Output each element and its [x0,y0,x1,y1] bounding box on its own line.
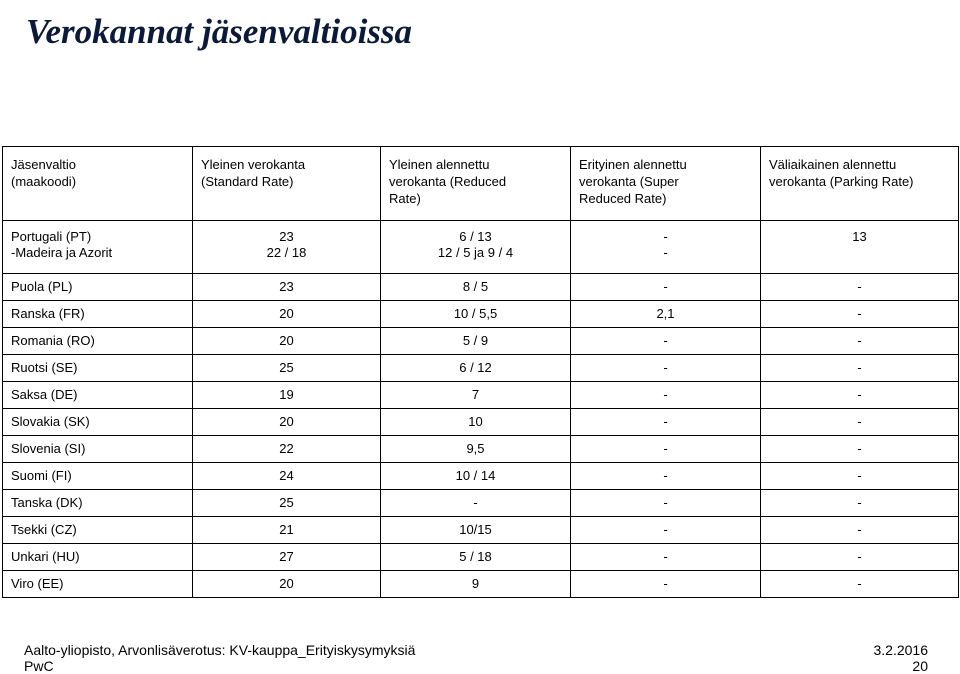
table-row [3,301,959,328]
country-cell: Saksa (DE) [3,382,193,409]
reduced-rate-cell: 6 / 13 12 / 5 ja 9 / 4 [381,221,571,274]
parking-rate-cell: - [761,517,959,544]
footer-company: PwC [24,658,54,674]
super-reduced-rate-cell: - [571,355,761,382]
country-cell: Viro (EE) [3,571,193,598]
table-row [3,571,959,598]
super-reduced-rate-cell: - - [571,221,761,274]
header-cell-standard-rate: Yleinen verokanta (Standard Rate) [193,147,381,221]
parking-rate-cell: - [761,274,959,301]
header-cell-reduced-rate: Yleinen alennettu verokanta (Reduced Rate) [381,147,571,221]
reduced-rate-cell: 10 / 5,5 [381,301,571,328]
standard-rate-cell: 27 [193,544,381,571]
standard-rate-cell: 23 22 / 18 [193,221,381,274]
table-row [3,274,959,301]
standard-rate-cell: 25 [193,490,381,517]
country-cell: Slovakia (SK) [3,409,193,436]
parking-rate-cell: - [761,490,959,517]
country-cell: Suomi (FI) [3,463,193,490]
super-reduced-rate-cell: - [571,490,761,517]
table-row [3,436,959,463]
super-reduced-rate-cell: 2,1 [571,301,761,328]
header-cell-super-reduced-rate: Erityinen alennettu verokanta (Super Reduced Rate) [571,147,761,221]
super-reduced-rate-cell: - [571,382,761,409]
reduced-rate-cell: 10 / 14 [381,463,571,490]
country-cell: Tanska (DK) [3,490,193,517]
country-cell: Ranska (FR) [3,301,193,328]
parking-rate-cell: - [761,463,959,490]
country-cell: Ruotsi (SE) [3,355,193,382]
table-header-row [3,147,959,221]
footer-page-number: 20 [912,658,928,674]
standard-rate-cell: 25 [193,355,381,382]
standard-rate-cell: 23 [193,274,381,301]
parking-rate-cell: - [761,436,959,463]
reduced-rate-cell: 7 [381,382,571,409]
footer-date: 3.2.2016 [873,642,928,658]
table-row [3,221,959,274]
reduced-rate-cell: - [381,490,571,517]
parking-rate-cell: - [761,328,959,355]
header-cell-country: Jäsenvaltio (maakoodi) [3,147,193,221]
standard-rate-cell: 22 [193,436,381,463]
standard-rate-cell: 20 [193,571,381,598]
country-cell: Romania (RO) [3,328,193,355]
reduced-rate-cell: 8 / 5 [381,274,571,301]
reduced-rate-cell: 5 / 18 [381,544,571,571]
footer-course-title: Aalto-yliopisto, Arvonlisäverotus: KV-kauppa_Erityiskysymyksiä [24,642,416,658]
table-row [3,490,959,517]
table-row [3,517,959,544]
country-cell: Portugali (PT) -Madeira ja Azorit [3,221,193,274]
country-cell: Slovenia (SI) [3,436,193,463]
standard-rate-cell: 24 [193,463,381,490]
super-reduced-rate-cell: - [571,436,761,463]
reduced-rate-cell: 10 [381,409,571,436]
parking-rate-cell: - [761,301,959,328]
parking-rate-cell: - [761,571,959,598]
super-reduced-rate-cell: - [571,409,761,436]
parking-rate-cell: - [761,409,959,436]
header-cell-parking-rate: Väliaikainen alennettu verokanta (Parking Rate) [761,147,959,221]
reduced-rate-cell: 10/15 [381,517,571,544]
standard-rate-cell: 20 [193,328,381,355]
table-row [3,409,959,436]
parking-rate-cell: - [761,355,959,382]
table-row [3,463,959,490]
standard-rate-cell: 20 [193,301,381,328]
table-body [3,274,959,598]
super-reduced-rate-cell: - [571,463,761,490]
reduced-rate-cell: 5 / 9 [381,328,571,355]
parking-rate-cell: - [761,544,959,571]
parking-rate-cell: 13 [761,221,959,274]
country-cell: Unkari (HU) [3,544,193,571]
reduced-rate-cell: 9,5 [381,436,571,463]
super-reduced-rate-cell: - [571,274,761,301]
page-title: Verokannat jäsenvaltioissa [26,12,413,51]
super-reduced-rate-cell: - [571,517,761,544]
super-reduced-rate-cell: - [571,328,761,355]
super-reduced-rate-cell: - [571,571,761,598]
standard-rate-cell: 20 [193,409,381,436]
vat-rates-table [2,146,959,598]
table-row [3,355,959,382]
country-cell: Puola (PL) [3,274,193,301]
reduced-rate-cell: 6 / 12 [381,355,571,382]
table-row [3,544,959,571]
standard-rate-cell: 19 [193,382,381,409]
super-reduced-rate-cell: - [571,544,761,571]
country-cell: Tsekki (CZ) [3,517,193,544]
reduced-rate-cell: 9 [381,571,571,598]
table-row [3,382,959,409]
table-row [3,328,959,355]
standard-rate-cell: 21 [193,517,381,544]
parking-rate-cell: - [761,382,959,409]
